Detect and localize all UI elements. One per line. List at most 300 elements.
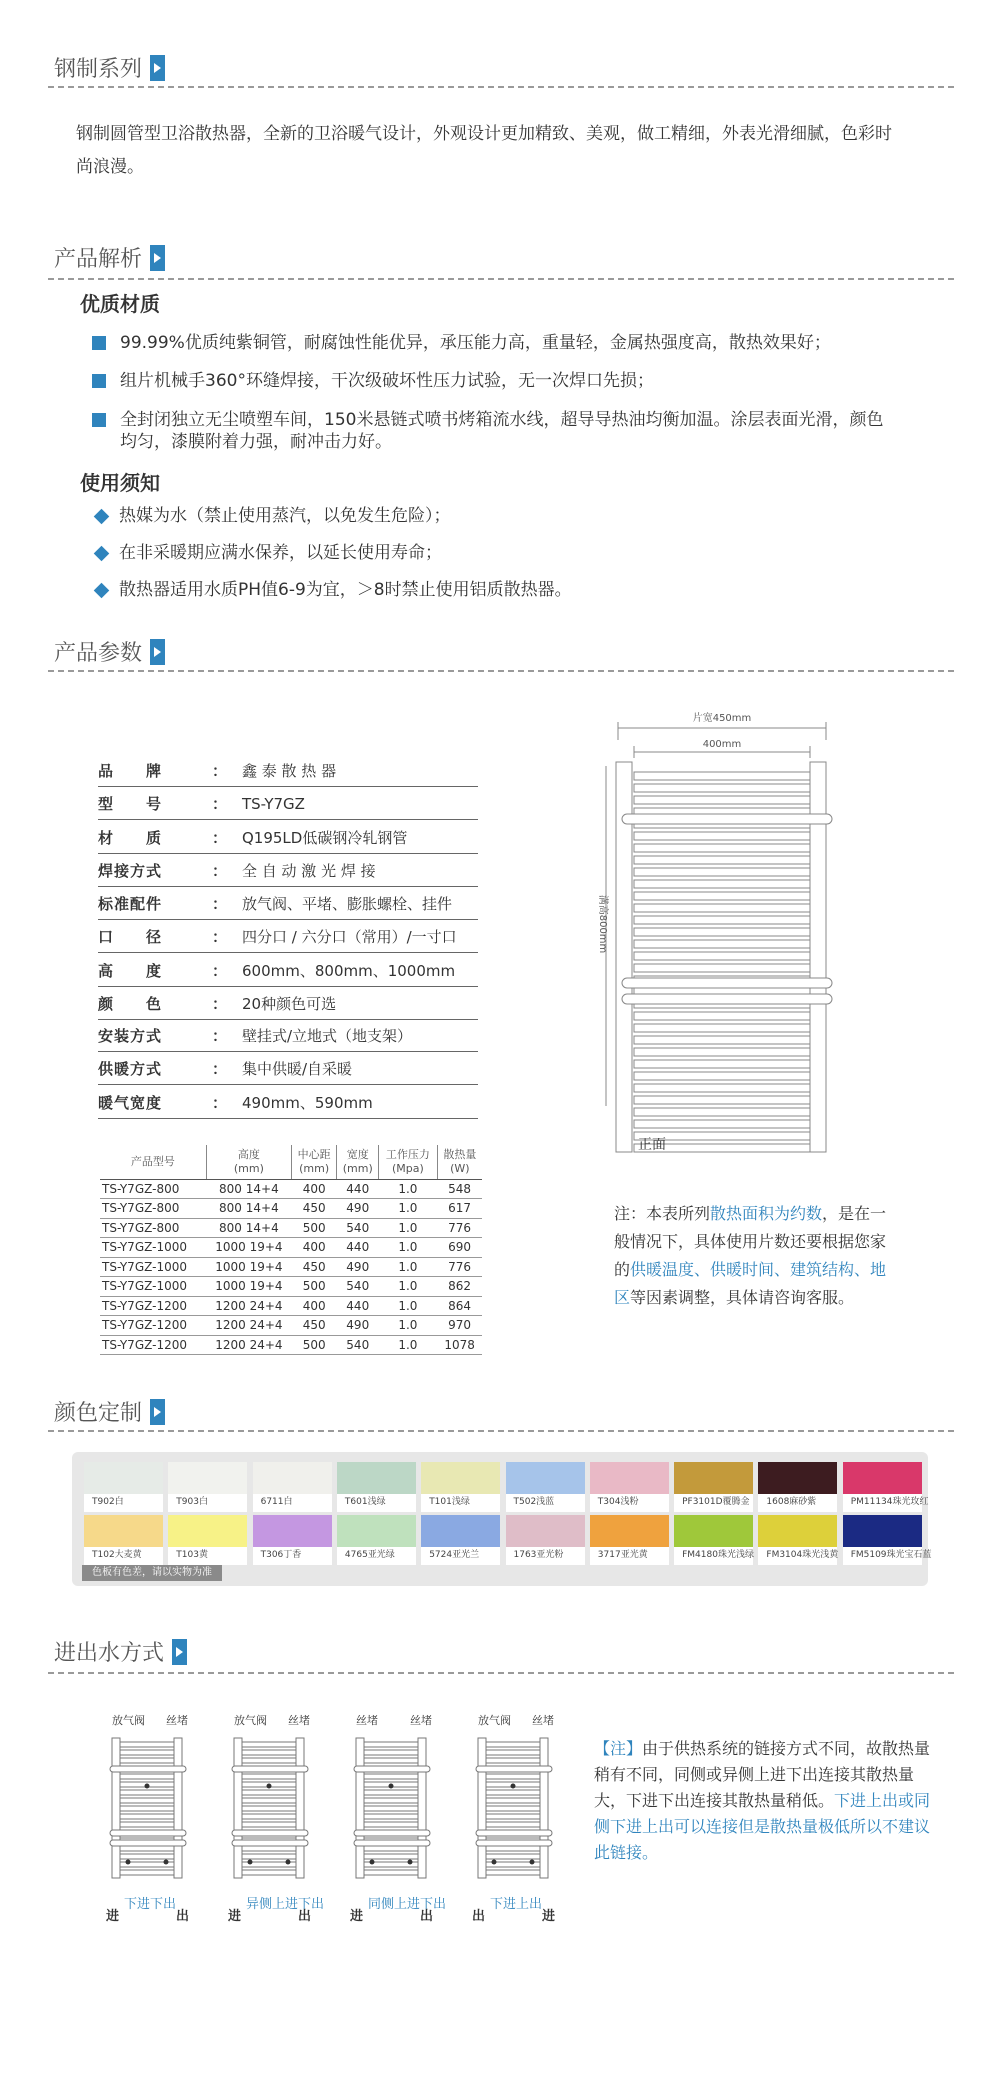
diagram-dot bbox=[492, 1860, 497, 1865]
spec-colon: ： bbox=[212, 762, 228, 780]
diagram-tube bbox=[486, 1814, 540, 1819]
swatch-name: T306丁香 bbox=[260, 1550, 302, 1560]
table-cell: 548 bbox=[437, 1179, 482, 1199]
color-swatch bbox=[421, 1515, 500, 1565]
diagram-post bbox=[174, 1738, 182, 1878]
table-cell: 1078 bbox=[437, 1335, 482, 1355]
table-cell: TS-Y7GZ-1000 bbox=[100, 1277, 206, 1297]
diagram-tube bbox=[120, 1790, 174, 1795]
quality-item: 组片机械手360°环缝焊接，干次级破坏性压力试验，无一次焊口先损； bbox=[92, 370, 892, 392]
radiator-tube bbox=[634, 1060, 810, 1068]
spec-label: 供暖方式 bbox=[98, 1060, 163, 1078]
spec-label: 焊接方式 bbox=[98, 862, 163, 880]
diagram-tube bbox=[486, 1854, 540, 1859]
spec-label: 材 质 bbox=[98, 829, 163, 847]
swatch-color bbox=[843, 1462, 922, 1494]
diagram-towel-bar bbox=[110, 1840, 186, 1846]
table-header: 高度 (mm) bbox=[206, 1145, 291, 1179]
spec-row bbox=[98, 855, 478, 887]
diagram-flow-label: 进 bbox=[106, 1909, 120, 1924]
diagram-flow-label: 出 bbox=[298, 1909, 312, 1924]
table-cell: 1.0 bbox=[379, 1199, 438, 1219]
color-swatch bbox=[590, 1462, 669, 1512]
inout-note: 【注】由于供热系统的链接方式不同，故散热量稍有不同，同侧或异侧上进下出连接其散热量大，下进下出连接其散热量稍低。下进上出或同侧下进上出可以连接但是散热量极低所以不建议此链接。 bbox=[594, 1739, 931, 1862]
swatch-name: 1608麻砂紫 bbox=[766, 1497, 817, 1507]
spec-row bbox=[98, 1053, 478, 1085]
width-inner-label: 400mm bbox=[702, 739, 742, 750]
spec-label: 颜 色 bbox=[98, 995, 163, 1013]
color-palette bbox=[72, 1452, 932, 1586]
swatch-color bbox=[674, 1515, 753, 1547]
table-row bbox=[100, 1296, 482, 1316]
swatch-name: T902白 bbox=[92, 1497, 124, 1507]
table-cell: TS-Y7GZ-1000 bbox=[100, 1257, 206, 1277]
spec-row bbox=[98, 988, 478, 1020]
table-cell: 776 bbox=[437, 1218, 482, 1238]
diagram-tube bbox=[120, 1846, 174, 1851]
table-cell: 1000 19+4 bbox=[206, 1277, 291, 1297]
radiator-tube bbox=[634, 904, 810, 912]
table-cell: 440 bbox=[337, 1296, 379, 1316]
radiator-diagram bbox=[232, 1730, 312, 1890]
spec-colon: ： bbox=[212, 1094, 228, 1112]
swatch-color bbox=[843, 1515, 922, 1547]
table-cell: 1.0 bbox=[379, 1316, 438, 1336]
table-cell: 450 bbox=[291, 1316, 336, 1336]
diagram-towel-bar bbox=[476, 1766, 552, 1772]
diagram-tube bbox=[120, 1750, 174, 1755]
radiator-tube bbox=[634, 784, 810, 792]
diagram-tube bbox=[242, 1742, 296, 1747]
color-swatch bbox=[421, 1462, 500, 1512]
diagram-dot bbox=[145, 1784, 150, 1789]
table-cell: 970 bbox=[437, 1316, 482, 1336]
radiator-tube bbox=[634, 1108, 810, 1116]
swatch-name: T102大麦黄 bbox=[92, 1550, 142, 1560]
radiator-tube bbox=[634, 772, 810, 780]
spec-value: 放气阀、平堵、膨胀螺栓、挂件 bbox=[242, 895, 453, 913]
table-cell: TS-Y7GZ-800 bbox=[100, 1179, 206, 1199]
diagram-tube bbox=[242, 1822, 296, 1827]
table-cell: 864 bbox=[437, 1296, 482, 1316]
swatch-name: FM3104珠光浅黄 bbox=[766, 1550, 839, 1560]
diagram-plug-label: 丝堵 bbox=[166, 1714, 188, 1727]
diagram-tube bbox=[242, 1750, 296, 1755]
table-cell: 1200 24+4 bbox=[206, 1335, 291, 1355]
swatch-name: T304浅粉 bbox=[597, 1497, 639, 1507]
diamond-bullet-icon bbox=[94, 546, 110, 562]
swatch-color bbox=[758, 1515, 837, 1547]
color-swatch bbox=[84, 1515, 163, 1565]
diagram-flow-label: 出 bbox=[472, 1909, 486, 1924]
spec-label: 安装方式 bbox=[98, 1027, 163, 1045]
arrow-icon bbox=[150, 639, 165, 665]
table-cell: 500 bbox=[291, 1277, 336, 1297]
diagram-tube bbox=[242, 1758, 296, 1763]
swatch-name: FM4180珠光浅绿 bbox=[682, 1550, 754, 1560]
diagram-valve-label: 丝堵 bbox=[356, 1714, 378, 1727]
diagram-towel-bar bbox=[476, 1840, 552, 1846]
swatch-color bbox=[168, 1462, 247, 1494]
quality-item: 99.99%优质纯紫铜管，耐腐蚀性能优异，承压能力高，重量轻，金属热强度高，散热效果好； bbox=[92, 332, 892, 354]
table-cell: 1.0 bbox=[379, 1218, 438, 1238]
spec-value: 壁挂式/立地式（地支架） bbox=[242, 1027, 413, 1045]
table-cell: TS-Y7GZ-1200 bbox=[100, 1296, 206, 1316]
spec-value: 集中供暖/自采暖 bbox=[242, 1060, 353, 1078]
color-swatch bbox=[506, 1462, 585, 1512]
usage-heading: 使用须知 bbox=[80, 471, 160, 495]
table-cell: TS-Y7GZ-1000 bbox=[100, 1238, 206, 1258]
spec-label: 品 牌 bbox=[98, 762, 163, 780]
color-swatch bbox=[337, 1515, 416, 1565]
diagram-dot bbox=[126, 1860, 131, 1865]
arrow-icon bbox=[172, 1639, 187, 1665]
quality-item: 全封闭独立无尘喷塑车间，150米悬链式喷书烤箱流水线，超导导热油均衡加温。涂层表面光滑，颜色均匀，漆膜附着力强，耐冲击力好。 bbox=[92, 409, 892, 453]
diagram-dot bbox=[389, 1784, 394, 1789]
table-cell: 450 bbox=[291, 1257, 336, 1277]
table-cell: 617 bbox=[437, 1199, 482, 1219]
diagram-tube bbox=[364, 1854, 418, 1859]
radiator-diagram bbox=[110, 1730, 190, 1890]
quality-heading: 优质材质 bbox=[80, 292, 160, 316]
diagram-dot bbox=[530, 1860, 535, 1865]
table-cell: 800 14+4 bbox=[206, 1218, 291, 1238]
diagram-flow-label: 进 bbox=[350, 1909, 364, 1924]
table-cell: 450 bbox=[291, 1199, 336, 1219]
diagram-dot bbox=[511, 1784, 516, 1789]
swatch-color bbox=[674, 1462, 753, 1494]
table-cell: 1000 19+4 bbox=[206, 1238, 291, 1258]
diagram-post bbox=[356, 1738, 364, 1878]
square-bullet-icon bbox=[92, 336, 106, 350]
radiator-tube bbox=[634, 1024, 810, 1032]
table-cell: 490 bbox=[337, 1257, 379, 1277]
diagram-mode-label: 下进上出 bbox=[490, 1897, 543, 1912]
table-cell: 490 bbox=[337, 1199, 379, 1219]
diagram-flow-label: 出 bbox=[420, 1909, 434, 1924]
diagram-post bbox=[478, 1738, 486, 1878]
table-row bbox=[100, 1218, 482, 1238]
radiator-tube bbox=[634, 928, 810, 936]
diagram-tube bbox=[120, 1774, 174, 1779]
diagram-tube bbox=[120, 1758, 174, 1763]
table-cell: 862 bbox=[437, 1277, 482, 1297]
diagram-tube bbox=[486, 1790, 540, 1795]
spec-label: 暖气宽度 bbox=[98, 1094, 163, 1112]
diagram-tube bbox=[364, 1758, 418, 1763]
model-table bbox=[100, 1145, 482, 1355]
diagram-tube bbox=[486, 1742, 540, 1747]
diagram-towel-bar bbox=[354, 1766, 430, 1772]
radiator-tube bbox=[634, 952, 810, 960]
table-row bbox=[100, 1238, 482, 1258]
divider bbox=[48, 1430, 954, 1432]
diagram-tube bbox=[364, 1798, 418, 1803]
color-swatch bbox=[253, 1462, 332, 1512]
spec-value: 490mm、590mm bbox=[242, 1094, 373, 1112]
table-cell: 1.0 bbox=[379, 1296, 438, 1316]
spec-row bbox=[98, 921, 478, 953]
radiator-diagram bbox=[354, 1730, 434, 1890]
radiator-tube bbox=[634, 916, 810, 924]
table-cell: 540 bbox=[337, 1277, 379, 1297]
height-label: 满高800mm bbox=[597, 894, 608, 954]
diagram-tube bbox=[486, 1870, 540, 1875]
usage-item: 在非采暖期应满水保养，以延长使用寿命； bbox=[92, 542, 892, 564]
swatch-name: T601浅绿 bbox=[344, 1497, 386, 1507]
diagram-dot bbox=[286, 1860, 291, 1865]
spec-colon: ： bbox=[212, 962, 228, 980]
spec-colon: ： bbox=[212, 1060, 228, 1078]
diagram-plug-label: 丝堵 bbox=[410, 1714, 432, 1727]
diagram-tube bbox=[242, 1846, 296, 1851]
spec-label: 标准配件 bbox=[98, 895, 163, 913]
table-cell: 1.0 bbox=[379, 1257, 438, 1277]
diagram-dot bbox=[248, 1860, 253, 1865]
spec-row bbox=[98, 955, 478, 987]
diagram-tube bbox=[120, 1814, 174, 1819]
diagram-tube bbox=[120, 1822, 174, 1827]
table-header: 宽度 (mm) bbox=[337, 1145, 379, 1179]
arrow-icon bbox=[150, 1399, 165, 1425]
table-cell: 800 14+4 bbox=[206, 1199, 291, 1219]
color-swatch bbox=[337, 1462, 416, 1512]
towel-bar bbox=[622, 978, 832, 988]
section-title-steel: 钢制系列 bbox=[54, 52, 165, 83]
swatch-color bbox=[590, 1462, 669, 1494]
diagram-plug-label: 丝堵 bbox=[288, 1714, 310, 1727]
table-row bbox=[100, 1316, 482, 1336]
section-title-analysis: 产品解析 bbox=[54, 242, 165, 273]
usage-item: 散热器适用水质PH值6-9为宜，＞8时禁止使用铝质散热器。 bbox=[92, 579, 892, 601]
radiator-tube bbox=[634, 844, 810, 852]
spec-value: TS-Y7GZ bbox=[242, 794, 305, 813]
radiator-tube bbox=[634, 868, 810, 876]
swatch-color bbox=[337, 1462, 416, 1494]
table-cell: TS-Y7GZ-1200 bbox=[100, 1316, 206, 1336]
divider bbox=[48, 1672, 954, 1674]
table-header: 产品型号 bbox=[100, 1145, 206, 1179]
table-cell: TS-Y7GZ-800 bbox=[100, 1218, 206, 1238]
table-cell: 1.0 bbox=[379, 1179, 438, 1199]
diagram-tube bbox=[242, 1790, 296, 1795]
diagram-towel-bar bbox=[476, 1830, 552, 1836]
spec-colon: ： bbox=[212, 928, 228, 946]
diagram-post bbox=[540, 1738, 548, 1878]
diagram-dot bbox=[164, 1860, 169, 1865]
spec-label: 型 号 bbox=[98, 795, 163, 813]
diagram-valve-label: 放气阀 bbox=[112, 1714, 145, 1727]
diagram-tube bbox=[486, 1750, 540, 1755]
swatch-name: 1763亚光粉 bbox=[513, 1550, 564, 1560]
diagram-tube bbox=[486, 1806, 540, 1811]
swatch-color bbox=[758, 1462, 837, 1494]
color-swatch bbox=[253, 1515, 332, 1565]
swatch-name: T101浅绿 bbox=[429, 1497, 470, 1507]
diagram-post bbox=[418, 1738, 426, 1878]
diagram-post bbox=[234, 1738, 242, 1878]
diagram-tube bbox=[120, 1806, 174, 1811]
swatch-color bbox=[421, 1462, 500, 1494]
table-cell: 440 bbox=[337, 1179, 379, 1199]
diagram-tube bbox=[120, 1870, 174, 1875]
color-swatch bbox=[843, 1462, 929, 1512]
swatch-color bbox=[253, 1462, 332, 1494]
diagram-post bbox=[112, 1738, 120, 1878]
diagram-tube bbox=[486, 1798, 540, 1803]
diagram-towel-bar bbox=[232, 1840, 308, 1846]
diagram-towel-bar bbox=[354, 1840, 430, 1846]
drawing-caption: 正面 bbox=[638, 1137, 666, 1153]
diagram-tube bbox=[364, 1806, 418, 1811]
diagram-tube bbox=[364, 1742, 418, 1747]
table-header: 散热量 (W) bbox=[437, 1145, 482, 1179]
radiator-front-drawing bbox=[576, 710, 846, 1140]
diagram-dot bbox=[267, 1784, 272, 1789]
table-row bbox=[100, 1277, 482, 1297]
diagram-towel-bar bbox=[232, 1830, 308, 1836]
square-bullet-icon bbox=[92, 374, 106, 388]
swatch-color bbox=[84, 1515, 163, 1547]
color-swatch bbox=[168, 1462, 247, 1512]
swatch-name: T502浅蓝 bbox=[513, 1497, 555, 1507]
color-swatch bbox=[84, 1462, 163, 1512]
table-row bbox=[100, 1179, 482, 1199]
color-swatch bbox=[758, 1462, 837, 1512]
diagram-tube bbox=[486, 1846, 540, 1851]
color-swatch bbox=[506, 1515, 585, 1565]
swatch-name: 3717亚光黄 bbox=[597, 1550, 648, 1560]
swatch-color bbox=[253, 1515, 332, 1547]
radiator-tube bbox=[634, 796, 810, 804]
table-header: 中心距 (mm) bbox=[291, 1145, 336, 1179]
table-cell: 1200 24+4 bbox=[206, 1316, 291, 1336]
radiator-diagram bbox=[476, 1730, 556, 1890]
swatch-color bbox=[421, 1515, 500, 1547]
spec-value: 20种颜色可选 bbox=[242, 995, 337, 1013]
table-cell: TS-Y7GZ-1200 bbox=[100, 1335, 206, 1355]
radiator-tube bbox=[634, 1072, 810, 1080]
spec-colon: ： bbox=[212, 795, 228, 813]
diagram-tube bbox=[364, 1814, 418, 1819]
color-swatch bbox=[674, 1462, 753, 1512]
table-note: 注：本表所列散热面积为约数，是在一般情况下，具体使用片数还要根据您家的供暖温度、供暖时间、建筑结构、地区等因素调整，具体请咨询客服。 bbox=[614, 1204, 887, 1307]
swatch-name: T903白 bbox=[176, 1497, 208, 1507]
radiator-tube bbox=[634, 964, 810, 972]
spec-value: Q195LD低碳钢冷轧钢管 bbox=[242, 829, 408, 847]
diagram-dot bbox=[408, 1860, 413, 1865]
swatch-name: T103黄 bbox=[176, 1550, 208, 1560]
diagram-towel-bar bbox=[232, 1766, 308, 1772]
color-swatch bbox=[843, 1515, 932, 1565]
diagram-tube bbox=[242, 1798, 296, 1803]
color-swatch bbox=[674, 1515, 753, 1565]
spec-value: 四分口 / 六分口（常用）/一寸口 bbox=[242, 928, 457, 946]
swatch-name: 4765亚光绿 bbox=[344, 1550, 395, 1560]
table-cell: 490 bbox=[337, 1316, 379, 1336]
table-cell: 1000 19+4 bbox=[206, 1257, 291, 1277]
spec-value: 全 自 动 激 光 焊 接 bbox=[242, 862, 376, 880]
arrow-icon bbox=[150, 245, 165, 271]
swatch-name: FM5109珠光宝石蓝 bbox=[850, 1550, 932, 1560]
table-cell: 1.0 bbox=[379, 1238, 438, 1258]
table-cell: 1200 24+4 bbox=[206, 1296, 291, 1316]
table-cell: 776 bbox=[437, 1257, 482, 1277]
radiator-tube bbox=[634, 856, 810, 864]
square-bullet-icon bbox=[92, 413, 106, 427]
spec-row bbox=[98, 755, 478, 787]
diagram-flow-label: 进 bbox=[542, 1909, 556, 1924]
arrow-icon bbox=[150, 55, 165, 81]
table-cell: 500 bbox=[291, 1335, 336, 1355]
diagram-tube bbox=[364, 1750, 418, 1755]
radiator-tube bbox=[634, 1096, 810, 1104]
diagram-dot bbox=[370, 1860, 375, 1865]
table-header: 工作压力 (Mpa) bbox=[379, 1145, 438, 1179]
table-cell: 540 bbox=[337, 1335, 379, 1355]
swatch-color bbox=[168, 1515, 247, 1547]
diagram-tube bbox=[242, 1870, 296, 1875]
table-cell: 400 bbox=[291, 1179, 336, 1199]
diagram-mode-label: 下进下出 bbox=[124, 1897, 177, 1912]
diagram-plug-label: 丝堵 bbox=[532, 1714, 554, 1727]
spec-colon: ： bbox=[212, 862, 228, 880]
diagram-post bbox=[296, 1738, 304, 1878]
diagram-mode-label: 异侧上进下出 bbox=[246, 1897, 325, 1912]
table-row bbox=[100, 1335, 482, 1355]
diagram-tube bbox=[364, 1870, 418, 1875]
spec-row bbox=[98, 822, 478, 854]
swatch-color bbox=[506, 1515, 585, 1547]
table-row bbox=[100, 1199, 482, 1219]
spec-row bbox=[98, 788, 478, 820]
table-cell: 400 bbox=[291, 1296, 336, 1316]
spec-colon: ： bbox=[212, 895, 228, 913]
palette-note: 色板有色差，请以实物为准 bbox=[82, 1565, 222, 1581]
spec-label: 高 度 bbox=[98, 962, 163, 980]
radiator-tube bbox=[634, 940, 810, 948]
towel-bar bbox=[622, 994, 832, 1004]
diagram-tube bbox=[242, 1814, 296, 1819]
diagram-tube bbox=[364, 1790, 418, 1795]
spec-colon: ： bbox=[212, 829, 228, 847]
swatch-name: PF3101D覆腾金 bbox=[682, 1497, 750, 1507]
spec-row bbox=[98, 1020, 478, 1052]
diagram-tube bbox=[364, 1822, 418, 1827]
swatch-name: 6711白 bbox=[260, 1497, 293, 1507]
spec-colon: ： bbox=[212, 995, 228, 1013]
color-swatch bbox=[168, 1515, 247, 1565]
diagram-tube bbox=[486, 1822, 540, 1827]
diagram-towel-bar bbox=[110, 1766, 186, 1772]
radiator-tube bbox=[634, 1120, 810, 1128]
spec-value: 600mm、800mm、1000mm bbox=[242, 962, 456, 980]
diamond-bullet-icon bbox=[94, 509, 110, 525]
table-cell: TS-Y7GZ-800 bbox=[100, 1199, 206, 1219]
diagram-tube bbox=[364, 1846, 418, 1851]
table-cell: 440 bbox=[337, 1238, 379, 1258]
diagram-tube bbox=[364, 1774, 418, 1779]
section-title-color: 颜色定制 bbox=[54, 1396, 165, 1427]
diagram-valve-label: 放气阀 bbox=[478, 1714, 511, 1727]
table-cell: 1.0 bbox=[379, 1335, 438, 1355]
diagram-tube bbox=[486, 1758, 540, 1763]
table-cell: 1.0 bbox=[379, 1277, 438, 1297]
diagram-tube bbox=[486, 1774, 540, 1779]
table-row bbox=[100, 1257, 482, 1277]
diagram-flow-label: 进 bbox=[228, 1909, 242, 1924]
swatch-name: 5724亚光兰 bbox=[429, 1550, 480, 1560]
